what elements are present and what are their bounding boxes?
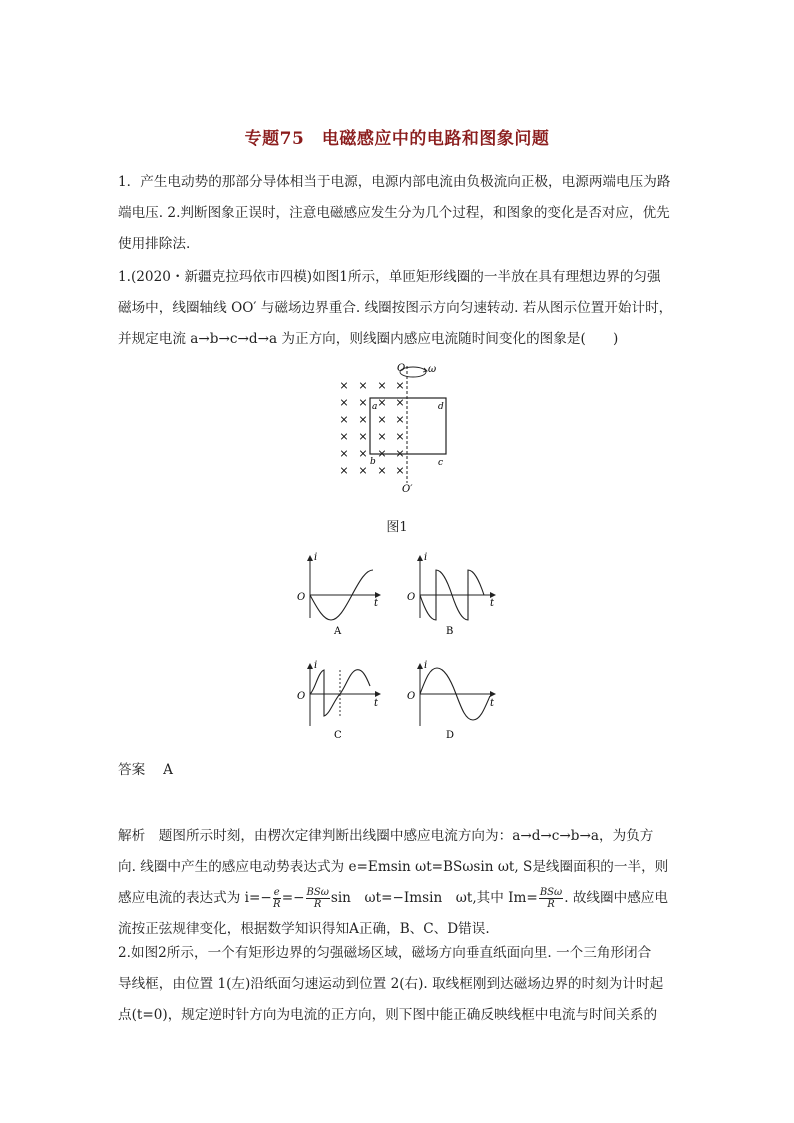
origin-label: O [297, 592, 306, 603]
field-cross-icon: × [358, 396, 368, 409]
field-cross-icon: × [395, 464, 405, 477]
field-cross-icon: × [339, 413, 349, 426]
label-d: d [438, 402, 444, 412]
origin-label: O [297, 691, 306, 702]
field-cross-icon: × [377, 430, 387, 443]
fraction-denominator: R [313, 899, 322, 910]
field-cross-icon: × [395, 413, 405, 426]
axis-t-label: t [490, 598, 495, 609]
question-1-line: 磁场中，线圈轴线 OO′ 与磁场边界重合. 线圈按图示方向匀速转动. 若从图示位置开始计时， [118, 300, 673, 316]
field-cross-icon: × [339, 447, 349, 460]
fraction-numerator: e [273, 887, 280, 898]
figure-1-coil-diagram [330, 358, 460, 498]
question-2-line: 点(t=0)，规定逆时针方向为电流的正方向，则下图中能正确反映线框中电流与时间关系的 [118, 1007, 658, 1023]
option-c-curve [310, 670, 370, 716]
analysis-text: . 故线圈中感应电 [564, 890, 668, 906]
answer-line [118, 755, 680, 786]
analysis-line [118, 821, 680, 852]
label-o-prime: O′ [402, 484, 413, 495]
field-cross-icon: × [377, 447, 387, 460]
fraction-bsw-over-r [306, 887, 330, 910]
field-cross-icon: × [339, 379, 349, 392]
analysis-paragraph [118, 821, 680, 945]
field-cross-icon: × [358, 464, 368, 477]
question-1-line: 1.(2020・新疆克拉玛依市四模)如图1所示，单匝矩形线圈的一半放在具有理想边界的匀强 [118, 269, 661, 285]
tips-line: 1．产生电动势的那部分导体相当于电源，电源内部电流由负极流向正极，电源两端电压为路 [118, 174, 671, 190]
analysis-line: 流按正弦规律变化，根据数学知识得知A正确，B、C、D错误. [118, 921, 490, 937]
analysis-text: =− [281, 890, 305, 906]
field-cross-icon: × [395, 379, 405, 392]
page-title: 专题75 电磁感应中的电路和图象问题 [244, 129, 550, 149]
analysis-text: 感应电流的表达式为 i=− [118, 890, 272, 906]
field-cross-icon: × [358, 430, 368, 443]
field-cross-icon: × [377, 396, 387, 409]
axis-i-label: i [314, 660, 318, 671]
answer-value: A [163, 762, 173, 778]
question-2-line: 2.如图2所示，一个有矩形边界的匀强磁场区域，磁场方向垂直纸面向里. 一个三角形闭合 [118, 945, 652, 961]
tips-line: 端电压. 2.判断图象正误时，注意电磁感应发生分为几个过程，和图象的变化是否对应，优先 [118, 205, 670, 221]
field-cross-icon: × [395, 396, 405, 409]
axis-i-label: i [424, 660, 428, 671]
option-c-graph [297, 660, 380, 741]
analysis-label: 解析 [118, 828, 146, 844]
option-d-label: D [446, 730, 455, 741]
origin-label: O [407, 691, 416, 702]
axis-i-label: i [314, 552, 318, 563]
fraction-denominator: R [272, 899, 281, 910]
option-b-label: B [446, 626, 454, 637]
field-cross-icon: × [358, 379, 368, 392]
field-cross-icon: × [339, 430, 349, 443]
figure-1-caption: 图1 [386, 520, 408, 535]
option-a-label: A [334, 626, 342, 637]
field-cross-icon: × [339, 464, 349, 477]
tips-paragraph [118, 167, 680, 260]
field-cross-icon: × [395, 430, 405, 443]
analysis-text: 题图所示时刻，由楞次定律判断出线圈中感应电流方向为：a→d→c→b→a，为负方 [158, 828, 654, 844]
axis-t-label: t [374, 598, 379, 609]
label-omega: ω [428, 364, 437, 375]
label-c: c [438, 458, 444, 468]
field-cross-icon: × [377, 413, 387, 426]
field-cross-icon: × [395, 447, 405, 460]
field-cross-icon: × [358, 413, 368, 426]
fraction-denominator: R [547, 899, 555, 910]
question-1 [118, 262, 680, 355]
origin-label: O [407, 592, 416, 603]
question-2 [118, 938, 680, 1031]
analysis-line [118, 883, 680, 914]
axis-t-label: t [374, 698, 379, 709]
fraction-numerator: BSω [539, 887, 563, 898]
label-o: O [397, 363, 406, 374]
axis-t-label: t [490, 698, 495, 709]
field-cross-icon: × [339, 396, 349, 409]
axis-i-label: i [424, 552, 428, 563]
question-1-line: 并规定电流 a→b→c→d→a 为正方向，则线圈内感应电流随时间变化的图象是( ) [118, 331, 619, 347]
label-a: a [372, 402, 378, 412]
fraction-e-over-r [273, 887, 281, 910]
fraction-bsw-over-r [539, 887, 563, 910]
analysis-line: 向. 线圈中产生的感应电动势表达式为 e=Emsin ωt=BSωsin ωt, S是线圈面积的一半，则 [118, 859, 669, 875]
answer-label: 答案 [118, 762, 146, 778]
option-b-graph [407, 552, 495, 637]
option-c-label: C [334, 730, 342, 741]
field-cross-icon: × [358, 447, 368, 460]
question-2-line: 导线框，由位置 1(左)沿纸面匀速运动到位置 2(右). 取线框刚到达磁场边界的时刻为计时起 [118, 976, 664, 992]
option-a-graph [297, 552, 380, 637]
analysis-text: sin ωt=−Imsin ωt,其中 Im= [330, 890, 538, 906]
fraction-numerator: BSω [306, 887, 329, 898]
option-d-graph [407, 660, 495, 741]
field-cross-icon: × [377, 379, 387, 392]
field-cross-icon: × [377, 464, 387, 477]
label-b: b [370, 457, 376, 467]
tips-line: 使用排除法. [118, 236, 191, 252]
options-graphs [280, 548, 520, 743]
